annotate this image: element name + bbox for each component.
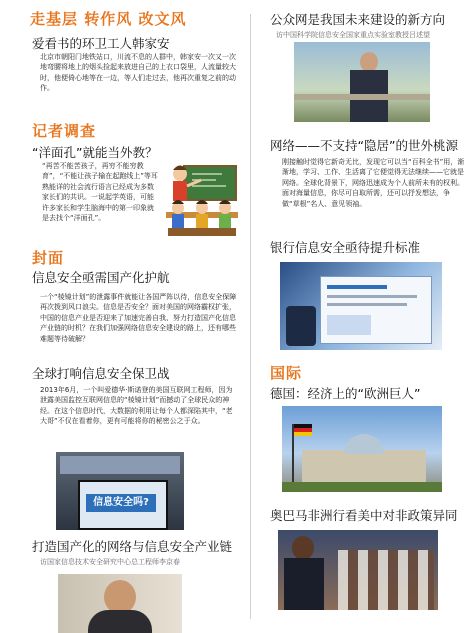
subheading-li-jingchun-interview: 访国家信息技术安全研究中心总工程师李京春 bbox=[40, 558, 180, 566]
headline-public-network[interactable]: 公众网是我国未来建设的新方向 bbox=[270, 12, 446, 27]
photo-person-head bbox=[360, 52, 378, 72]
info-security-computer-photo bbox=[56, 452, 184, 530]
webpage-panel bbox=[327, 315, 371, 335]
article-body-sanitation-worker: 北京市朝阳门地铁站口，川流不息的人群中，韩家安一次又一次地弯腰将地上的烟头捡起来放进自己的上衣口袋里，人流量较大时，他便倚心地等在一边，等人们走过去，他再次重复之前的动作。 bbox=[40, 53, 236, 93]
li-jingchun-portrait-photo bbox=[58, 574, 182, 633]
section-title-cover: 封面 bbox=[32, 249, 65, 267]
building-dome bbox=[344, 434, 384, 454]
lu-shuwang-outdoor-photo bbox=[294, 42, 430, 122]
webpage-bar-1 bbox=[327, 285, 387, 289]
obama-africa-crowd-photo bbox=[278, 530, 438, 610]
keyboard-shape bbox=[60, 456, 180, 474]
headline-germany-economy[interactable]: 德国：经济上的“欧洲巨人” bbox=[270, 386, 421, 401]
article-body-network-paradise: 刚接触时觉得它新奇无比，发现它可以当“百科全书”用，渐渐地，学习、工作、生活离了它便觉得无法继续——它就是网络。全球化背景下，网络迅速成为个人前所未有的权利。面对海量信息，你尽可自取所需，还可以抒发想法，争做“草根”名人、意见领袖。 bbox=[282, 158, 465, 208]
webpage-bar-2 bbox=[327, 295, 417, 298]
monitor-caption: 信息安全吗? bbox=[86, 494, 156, 512]
subheading-lu-shuwang-interview: 访中国科学院信息安全国家重点实验室教授吕述望 bbox=[276, 31, 430, 39]
mouse-hand-shape bbox=[286, 306, 316, 346]
article-body-foreign-teachers: “再苦不能苦孩子，再穷不能穷教育”，“不能让孩子输在起跑线上”等耳熟能详的社会流行语言已经成为多数家长们的共识。一说起学英语，可能许多家长和学生脑海中的第一印象就是去找个“洋面孔”。 bbox=[42, 162, 158, 223]
headline-info-security-domestic[interactable]: 信息安全亟需国产化护航 bbox=[32, 270, 170, 285]
crowd-person-head bbox=[292, 536, 314, 560]
article-body-info-security-domestic: 一个“棱镜计划”的泄露事件就能让各国严阵以待，信息安全保障再次拨到风口浪尖。信息是否安全？面对美国的网络霸权扩张，中国的信息产业是否迎来了加速完善自我、努力打造国产化信息产业链的时机？在我们加强网络信息安全建设的路上，还有哪些难题等待破解？ bbox=[40, 293, 237, 343]
building-facade bbox=[302, 450, 426, 482]
headline-foreign-teachers[interactable]: “洋面孔”就能当外教？ bbox=[32, 145, 158, 160]
reichstag-building-photo bbox=[282, 406, 442, 492]
crowd-background bbox=[338, 550, 434, 610]
lawn bbox=[282, 482, 442, 492]
headline-sanitation-worker[interactable]: 爱看书的环卫工人韩家安 bbox=[32, 36, 170, 51]
section-title-investigation: 记者调查 bbox=[32, 122, 97, 140]
monitor-screen bbox=[78, 480, 168, 530]
column-divider bbox=[250, 14, 251, 619]
photo-railing bbox=[294, 94, 430, 100]
webpage-bar-3 bbox=[327, 303, 407, 306]
section-title-grassroots: 走基层 转作风 改文风 bbox=[30, 10, 187, 28]
bank-security-screen-photo bbox=[280, 262, 442, 350]
bank-webpage-window bbox=[320, 276, 432, 344]
headline-domestic-industry-chain[interactable]: 打造国产化的网络与信息安全产业链 bbox=[32, 539, 233, 554]
portrait-shoulders bbox=[88, 610, 152, 633]
crowd-person-suit bbox=[284, 558, 324, 610]
portrait-face bbox=[104, 580, 136, 614]
article-body-global-security-war: 2013年6月，一个叫爱德华·斯诺登的美国互联网工程师，因为泄露美国监控互联网信息的“棱镜计划”而撼动了全球民众的神经。在这个信息时代，大数据的利用让每个人都深陷其中，“老大哥”不仅在看着你，更有可能将你的秘密公之于众。 bbox=[40, 386, 233, 426]
classroom-cartoon-illustration bbox=[162, 160, 242, 242]
headline-global-security-war[interactable]: 全球打响信息安全保卫战 bbox=[32, 366, 170, 381]
headline-bank-security[interactable]: 银行信息安全亟待提升标准 bbox=[270, 240, 421, 255]
section-title-international: 国际 bbox=[270, 364, 303, 382]
headline-obama-africa[interactable]: 奥巴马非洲行看美中对非政策异同 bbox=[270, 508, 458, 523]
flag-stripe-gold bbox=[294, 432, 312, 436]
headline-network-paradise[interactable]: 网络——不支持“隐居”的世外桃源 bbox=[270, 138, 458, 153]
